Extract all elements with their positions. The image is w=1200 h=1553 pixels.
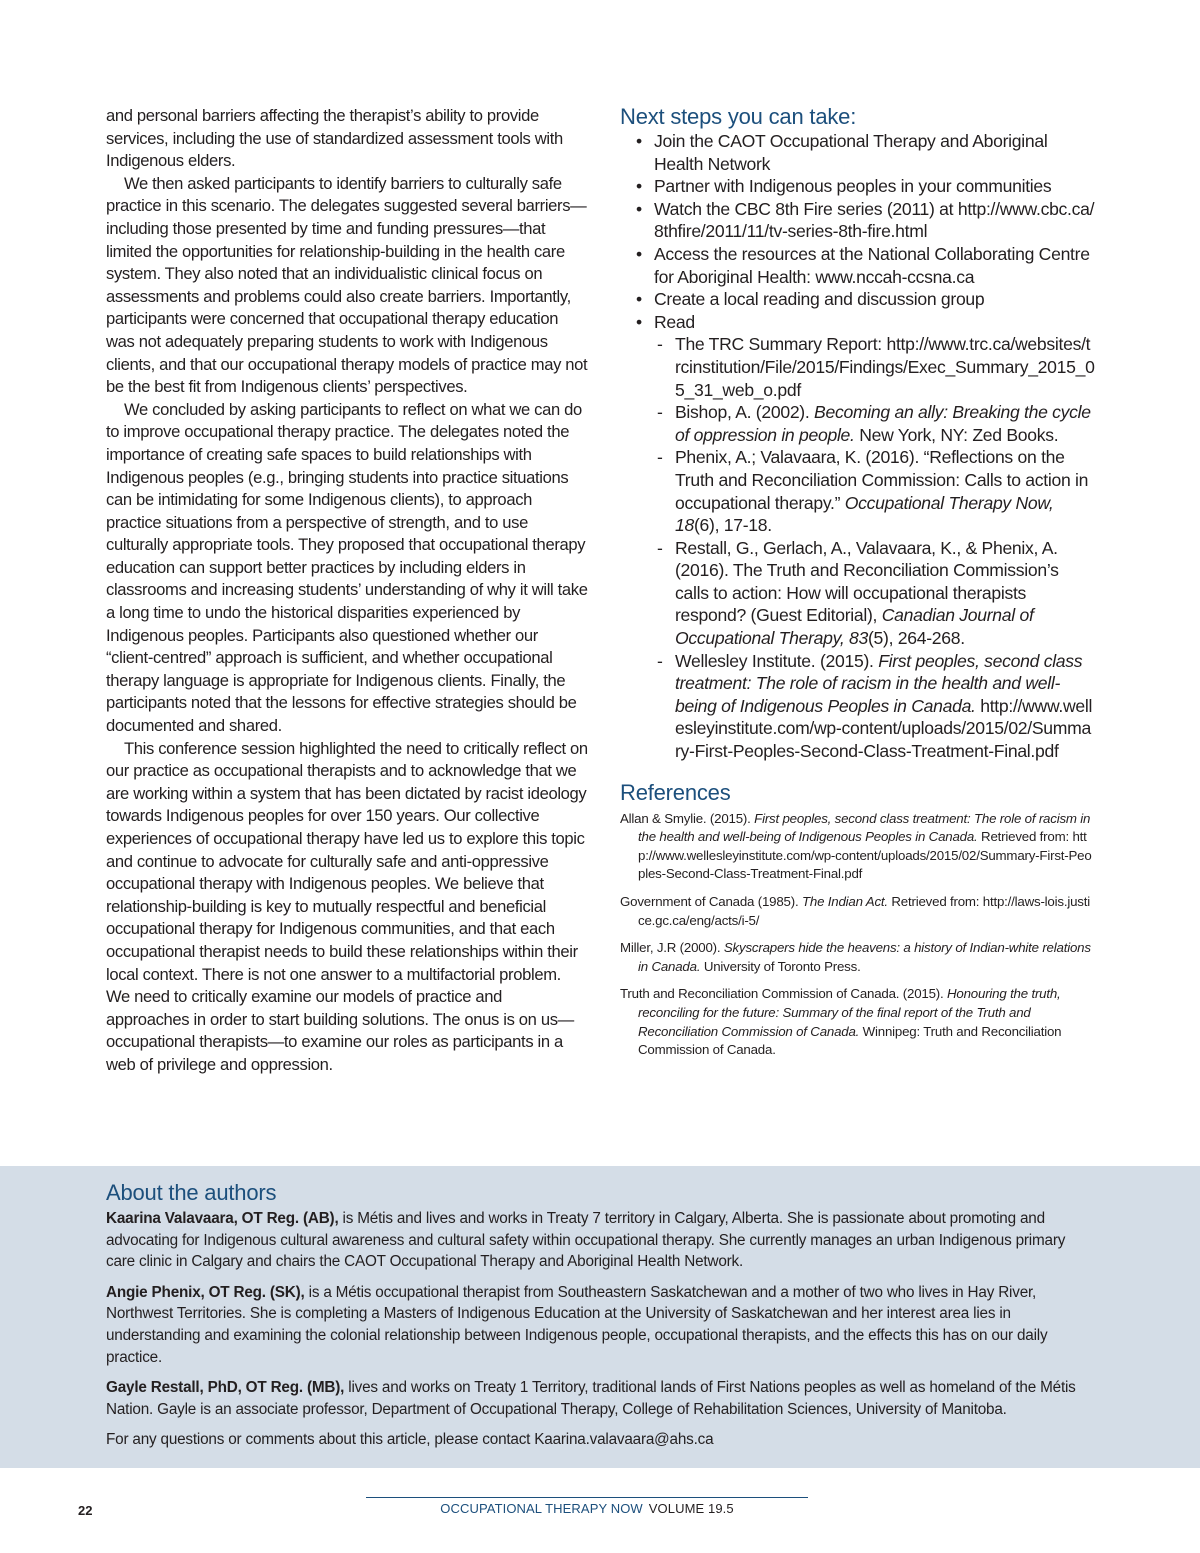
author-name: Gayle Restall, PhD, OT Reg. (MB), <box>106 1379 345 1397</box>
reading-text: Bishop, A. (2002). <box>675 402 815 423</box>
reading-link[interactable]: http://www.wellesleyinstitute.com/wp-content/uploads/2015/02/Summary-First-Peoples-Second-Class-Treatment-Final.pdf <box>675 695 1093 762</box>
list-item <box>620 311 1095 763</box>
reference-entry <box>620 893 1095 930</box>
list-item-text: Read <box>654 311 695 332</box>
reading-text: (6), 17-18. <box>693 515 772 536</box>
reading-text: New York, NY: Zed Books. <box>854 424 1059 445</box>
body-paragraph: This conference session highlighted the need to critically reflect on our practice as occupational therapists and to acknowledge that we are working within a system that has been dictated by racist ideology towards Indigenous peoples for over 150 years. Our collective experiences of occupational therapy have led us to explore this topic and continue to advocate for culturally safe and anti-oppressive occupational therapy with Indigenous peoples. We believe that relationship-building is key to mutually respectful and beneficial occupational therapy for Indigenous communities, and that each occupational therapist needs to build these relationships within their local context. There is not one answer to a multifactorial problem. We need to critically examine our models of practice and approaches in order to start building solutions. The onus is on us—occupational therapists—to examine our roles as participants in a web of privilege and oppression. <box>106 738 588 1074</box>
list-item: • Partner with Indigenous peoples in your communities <box>620 175 1095 198</box>
body-paragraph: We then asked participants to identify barriers to culturally safe practice in this scenario. The delegates suggested several barriers—including those presented by time and funding pressures—that limited the opportunities for relationship-building in the health care system. They also noted that an individualistic clinical focus on assessments and problems could also create barriers. Importantly, participants were concerned that occupational therapy education was not adequately preparing students to work with Indigenous clients, and that our occupational therapy models of practice may not be the best fit from Indigenous clients’ perspectives. <box>106 173 588 397</box>
reference-title: The Indian Act. <box>801 894 888 909</box>
list-item <box>620 198 1095 243</box>
page-number: 22 <box>78 1503 93 1518</box>
references-list <box>620 810 1095 1060</box>
author-bio-text: is Métis and lives and works in Treaty 7 territory in Calgary, Alberta. She is passionate about promoting and advocating for Indigenous cultural awareness and cultural safety within occupational therapy. She currently manages an urban Indigenous primary care clinic in Calgary and chairs the CAOT Occupational Therapy and Aboriginal Health Network. <box>106 1210 1066 1271</box>
reading-title: Canadian Journal of Occupational Therapy, 83 <box>675 605 1034 649</box>
reading-item <box>654 446 1095 536</box>
reading-text: The TRC Summary Report: <box>675 334 887 355</box>
reading-item <box>654 333 1095 401</box>
body-paragraph: and personal barriers affecting the therapist’s ability to provide services, including the use of standardized assessment tools with Indigenous elders. <box>106 106 563 171</box>
reading-title: Occupational Therapy Now, 18 <box>675 492 1054 536</box>
reference-entry <box>620 939 1095 976</box>
reading-text: Restall, G., Gerlach, A., Valavaara, K., & Phenix, A. (2016). The Truth and Reconciliation Commission’s calls to action: How will occupational therapists respond? (Guest Editorial), <box>675 537 1059 626</box>
author-bio-text: is a Métis occupational therapist from Southeastern Saskatchewan and a mother of two who lives in Hay River, Northwest Territories. She is completing a Masters of Indigenous Education at the University of Saskatchewan and her interest area lies in understanding and examining the colonial relationship between Indigenous people, occupational therapists, and the effects this has on our daily practice. <box>106 1283 1048 1366</box>
reading-item <box>654 401 1095 446</box>
author-name: Kaarina Valavaara, OT Reg. (AB), <box>106 1210 339 1227</box>
sidebar-column <box>620 104 1095 1069</box>
reference-entry <box>620 810 1095 884</box>
list-item: • Create a local reading and discussion group <box>620 288 1095 311</box>
reading-link[interactable]: http://www.trc.ca/websites/trcinstitution/File/2015/Findings/Exec_Summary_2015_05_31_web_o.pdf <box>675 334 1095 400</box>
reference-text: Winnipeg: Truth and Reconciliation Commission of Canada. <box>638 1023 1062 1058</box>
reading-title: First peoples, second class treatment: The role of racism in the health and well-being of Indigenous Peoples in Canada. <box>675 650 1083 716</box>
reference-text: University of Toronto Press. <box>700 958 861 974</box>
references-heading: References <box>620 779 731 805</box>
reading-title: Becoming an ally: Breaking the cycle of oppression in people. <box>675 402 1091 445</box>
reference-title: Skyscrapers hide the heavens: a history of Indian-white relations in Canada. <box>638 940 1091 974</box>
reference-text: Truth and Reconciliation Commission of Canada. (2015). <box>620 986 948 1002</box>
reading-text: Wellesley Institute. (2015). <box>675 650 879 671</box>
next-steps-list <box>620 130 1095 763</box>
list-item-text: Watch the CBC 8th Fire series (2011) at http://www.cbc.ca/8thfire/2011/11/tv-series-8th-fire.html <box>654 198 1095 242</box>
author-bio <box>106 1208 1096 1273</box>
reading-text: Phenix, A.; Valavaara, K. (2016). “Reflections on the Truth and Reconciliation Commission: Calls to action in occupational therapy.” <box>675 447 1089 513</box>
body-text-column <box>106 105 588 1077</box>
reading-text: (5), 264-268. <box>867 628 965 649</box>
about-authors-panel <box>0 1166 1200 1468</box>
author-bio <box>106 1282 1096 1368</box>
about-authors-heading: About the authors <box>106 1180 277 1205</box>
reference-text: Retrieved from: http://www.wellesleyinstitute.com/wp-content/uploads/2015/02/Summary-First-Peoples-Second-Class-Treatment-Final.pdf <box>638 829 1092 882</box>
next-steps-heading: Next steps you can take: <box>620 104 857 129</box>
body-paragraph: We concluded by asking participants to reflect on what we can do to improve occupational therapy practice. The delegates noted the importance of creating safe spaces to build relationships with Indigenous peoples (e.g., bringing students into practice situations can be intimidating for some Indigenous clients), to approach practice situations from a perspective of strength, and to use culturally appropriate tools. They proposed that occupational therapy education can support better practices by including elders in classrooms and increasing students’ understanding of why it will take a long time to undo the historical disparities experienced by Indigenous peoples. Participants also questioned whether our “client-centred” approach is sufficient, and whether occupational therapy language is appropriate for Indigenous clients. Finally, the participants noted that the lessons for effective strategies should be documented and shared. <box>106 399 588 736</box>
list-item: • Join the CAOT Occupational Therapy and Aboriginal Health Network <box>620 130 1095 175</box>
reading-list <box>654 333 1095 762</box>
running-footer <box>366 1501 808 1516</box>
reference-title: Honouring the truth, reconciling for the future: Summary of the final report of the Truth and Reconciliation Commission of Canada. <box>638 986 1061 1039</box>
list-item: • Access the resources at the National Collaborating Centre for Aboriginal Health: www.nccah-ccsna.ca <box>620 243 1095 288</box>
reference-text: Miller, J.R (2000). <box>620 940 724 956</box>
author-bio-text: lives and works on Treaty 1 Territory, traditional lands of First Nations peoples as well as homeland of the Métis Nation. Gayle is an associate professor, Department of Occupational Therapy, College of Rehabilitation Sciences, University of Manitoba. <box>106 1379 1076 1418</box>
contact-note: For any questions or comments about this article, please contact Kaarina.valavaara@ahs.ca <box>106 1431 714 1449</box>
reference-text: Allan & Smylie. (2015). <box>620 810 755 826</box>
reading-item <box>654 537 1095 650</box>
reference-title: First peoples, second class treatment: The role of racism in the health and well-being of Indigenous Peoples in Canada. <box>638 810 1091 845</box>
journal-volume: VOLUME 19.5 <box>648 1501 734 1516</box>
reference-text: Retrieved from: http://laws-lois.justice.gc.ca/eng/acts/i-5/ <box>638 894 1090 928</box>
footer-divider <box>366 1497 808 1498</box>
reference-entry <box>620 985 1095 1059</box>
journal-name: OCCUPATIONAL THERAPY NOW <box>440 1501 643 1516</box>
author-name: Angie Phenix, OT Reg. (SK), <box>106 1283 305 1301</box>
reading-item <box>654 650 1095 763</box>
author-bio <box>106 1377 1096 1420</box>
reference-text: Government of Canada (1985). <box>620 894 802 909</box>
